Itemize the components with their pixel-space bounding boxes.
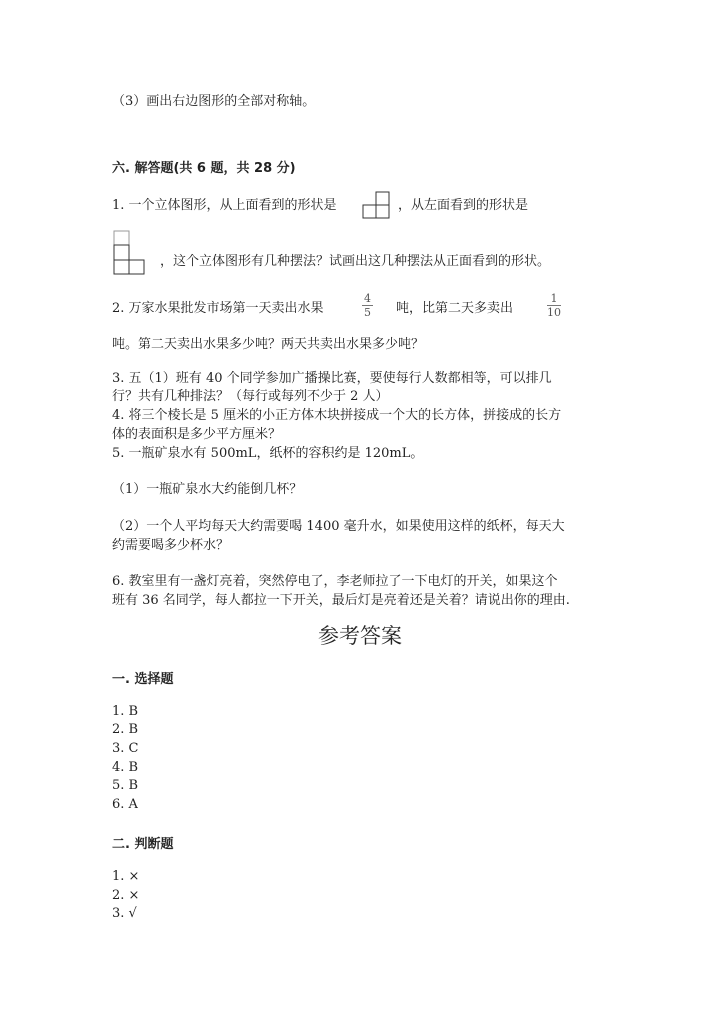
- answer-item: 1. B: [112, 704, 139, 719]
- fraction-1-10: [547, 292, 561, 319]
- problem-4-b: 体的表面积是多少平方厘米？: [112, 427, 282, 442]
- problem-1-b: ，从左面看到的形状是: [398, 198, 529, 213]
- problem-2-a: 2. 万家水果批发市场第一天卖出水果: [112, 301, 324, 316]
- answer-item: 3. √: [112, 906, 137, 921]
- problem-2-c: 吨。第二天卖出水果多少吨？两天共卖出水果多少吨？: [112, 337, 425, 352]
- problem-4-a: 4. 将三个棱长是 5 厘米的小正方体木块拼接成一个大的长方体，拼接成的长方: [112, 408, 562, 423]
- top-view-figure: [361, 191, 391, 221]
- problem-5-1: （1）一瓶矿泉水大约能倒几杯？: [112, 482, 303, 497]
- answers-title: 参考答案: [318, 624, 402, 648]
- section-6-heading: 六. 解答题(共 6 题，共 28 分): [112, 161, 296, 176]
- problem-3-a: 3. 五（1）班有 40 个同学参加广播操比赛，要使每行人数都相等，可以排几: [112, 371, 552, 386]
- numerator: 4: [364, 292, 371, 305]
- answer-item: 2. B: [112, 722, 139, 737]
- numerator: 1: [547, 292, 561, 306]
- answer-item: 4. B: [112, 760, 139, 775]
- problem-3-b: 行？共有几种排法？（每行或每列不少于 2 人）: [112, 389, 389, 404]
- q3-sub: （3）画出右边图形的全部对称轴。: [112, 94, 316, 109]
- fraction-4-5: [362, 292, 373, 319]
- problem-6-a: 6. 教室里有一盏灯亮着，突然停电了，李老师拉了一下电灯的开关，如果这个: [112, 574, 558, 589]
- problem-5-2-a: （2）一个人平均每天大约需要喝 1400 毫升水，如果使用这样的纸杯，每天大: [112, 519, 565, 534]
- denominator: 10: [547, 306, 561, 319]
- answer-item: 6. A: [112, 797, 138, 812]
- left-view-figure: [112, 229, 148, 275]
- problem-2-b: 吨，比第二天多卖出: [396, 301, 514, 316]
- answer-item: 1. ×: [112, 869, 140, 884]
- section-2-heading: 二. 判断题: [112, 837, 174, 852]
- denominator: 5: [364, 306, 371, 319]
- answer-item: 2. ×: [112, 888, 140, 903]
- problem-6-b: 班有 36 名同学，每人都拉一下开关，最后灯是亮着还是关着？请说出你的理由.: [112, 593, 570, 608]
- answer-item: 5. B: [112, 778, 139, 793]
- answer-item: 3. C: [112, 741, 139, 756]
- problem-1-a: 1. 一个立体图形，从上面看到的形状是: [112, 198, 337, 213]
- problem-5-2-b: 约需要喝多少杯水？: [112, 538, 230, 553]
- section-1-heading: 一. 选择题: [112, 672, 174, 687]
- problem-5: 5. 一瓶矿泉水有 500mL，纸杯的容积约是 120mL。: [112, 446, 424, 461]
- problem-1-c: ，这个立体图形有几种摆法？试画出这几种摆法从正面看到的形状。: [160, 254, 551, 269]
